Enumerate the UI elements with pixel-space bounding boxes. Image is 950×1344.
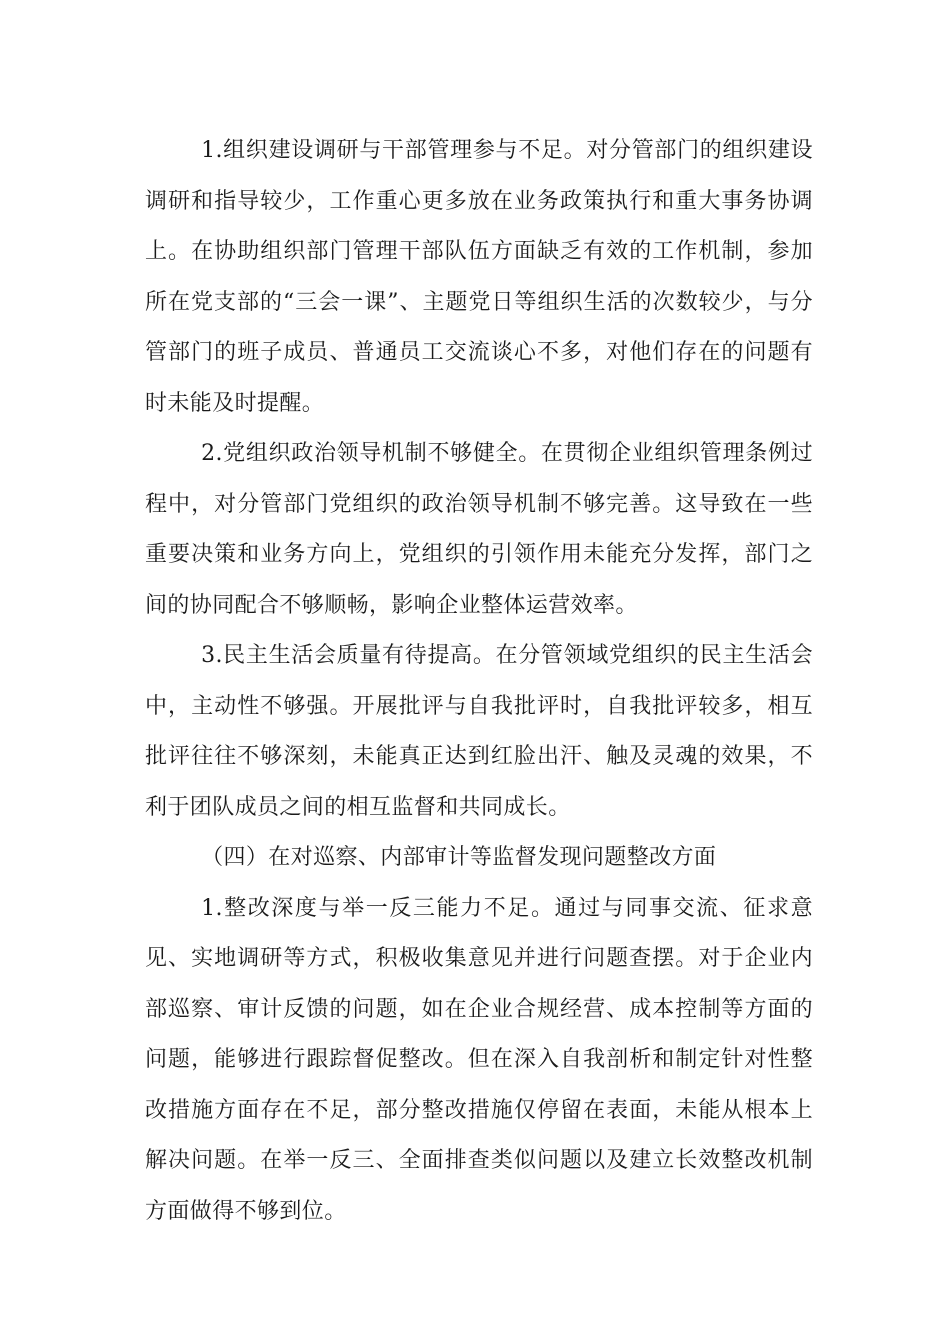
section-heading-rectification: （四）在对巡察、内部审计等监督发现问题整改方面 (201, 845, 717, 870)
paragraph-organization-building: 1.组织建设调研与干部管理参与不足。对分管部门的组织建设调研和指导较少，工作重心更多放在业务政策执行和重大事务协调上。在协助组织部门管理干部队伍方面缺乏有效的工作机制，参加所在党支部的“三会一课”、主题党日等组织生活的次数较少，与分管部门的班子成员、普通员工交流谈心不多，对他们存在的问题有时未能及时提醒。 (145, 138, 813, 416)
document-body (145, 126, 813, 1237)
paragraph-rectification-depth: 1.整改深度与举一反三能力不足。通过与同事交流、征求意见、实地调研等方式，积极收集意见并进行问题查摆。对于企业内部巡察、审计反馈的问题，如在企业合规经营、成本控制等方面的问题，能够进行跟踪督促整改。但在深入自我剖析和制定针对性整改措施方面存在不足，部分整改措施仅停留在表面，未能从根本上解决问题。在举一反三、全面排查类似问题以及建立长效整改机制方面做得不够到位。 (145, 895, 813, 1224)
paragraph-political-leadership: 2.党组织政治领导机制不够健全。在贯彻企业组织管理条例过程中，对分管部门党组织的政治领导机制不够完善。这导致在一些重要决策和业务方向上，党组织的引领作用未能充分发挥，部门之间的协同配合不够顺畅，影响企业整体运营效率。 (145, 441, 813, 618)
paragraph-democratic-life-meeting: 3.民主生活会质量有待提高。在分管领域党组织的民主生活会中，主动性不够强。开展批评与自我批评时，自我批评较多，相互批评往往不够深刻，未能真正达到红脸出汗、触及灵魂的效果，不利于团队成员之间的相互监督和共同成长。 (145, 643, 813, 820)
